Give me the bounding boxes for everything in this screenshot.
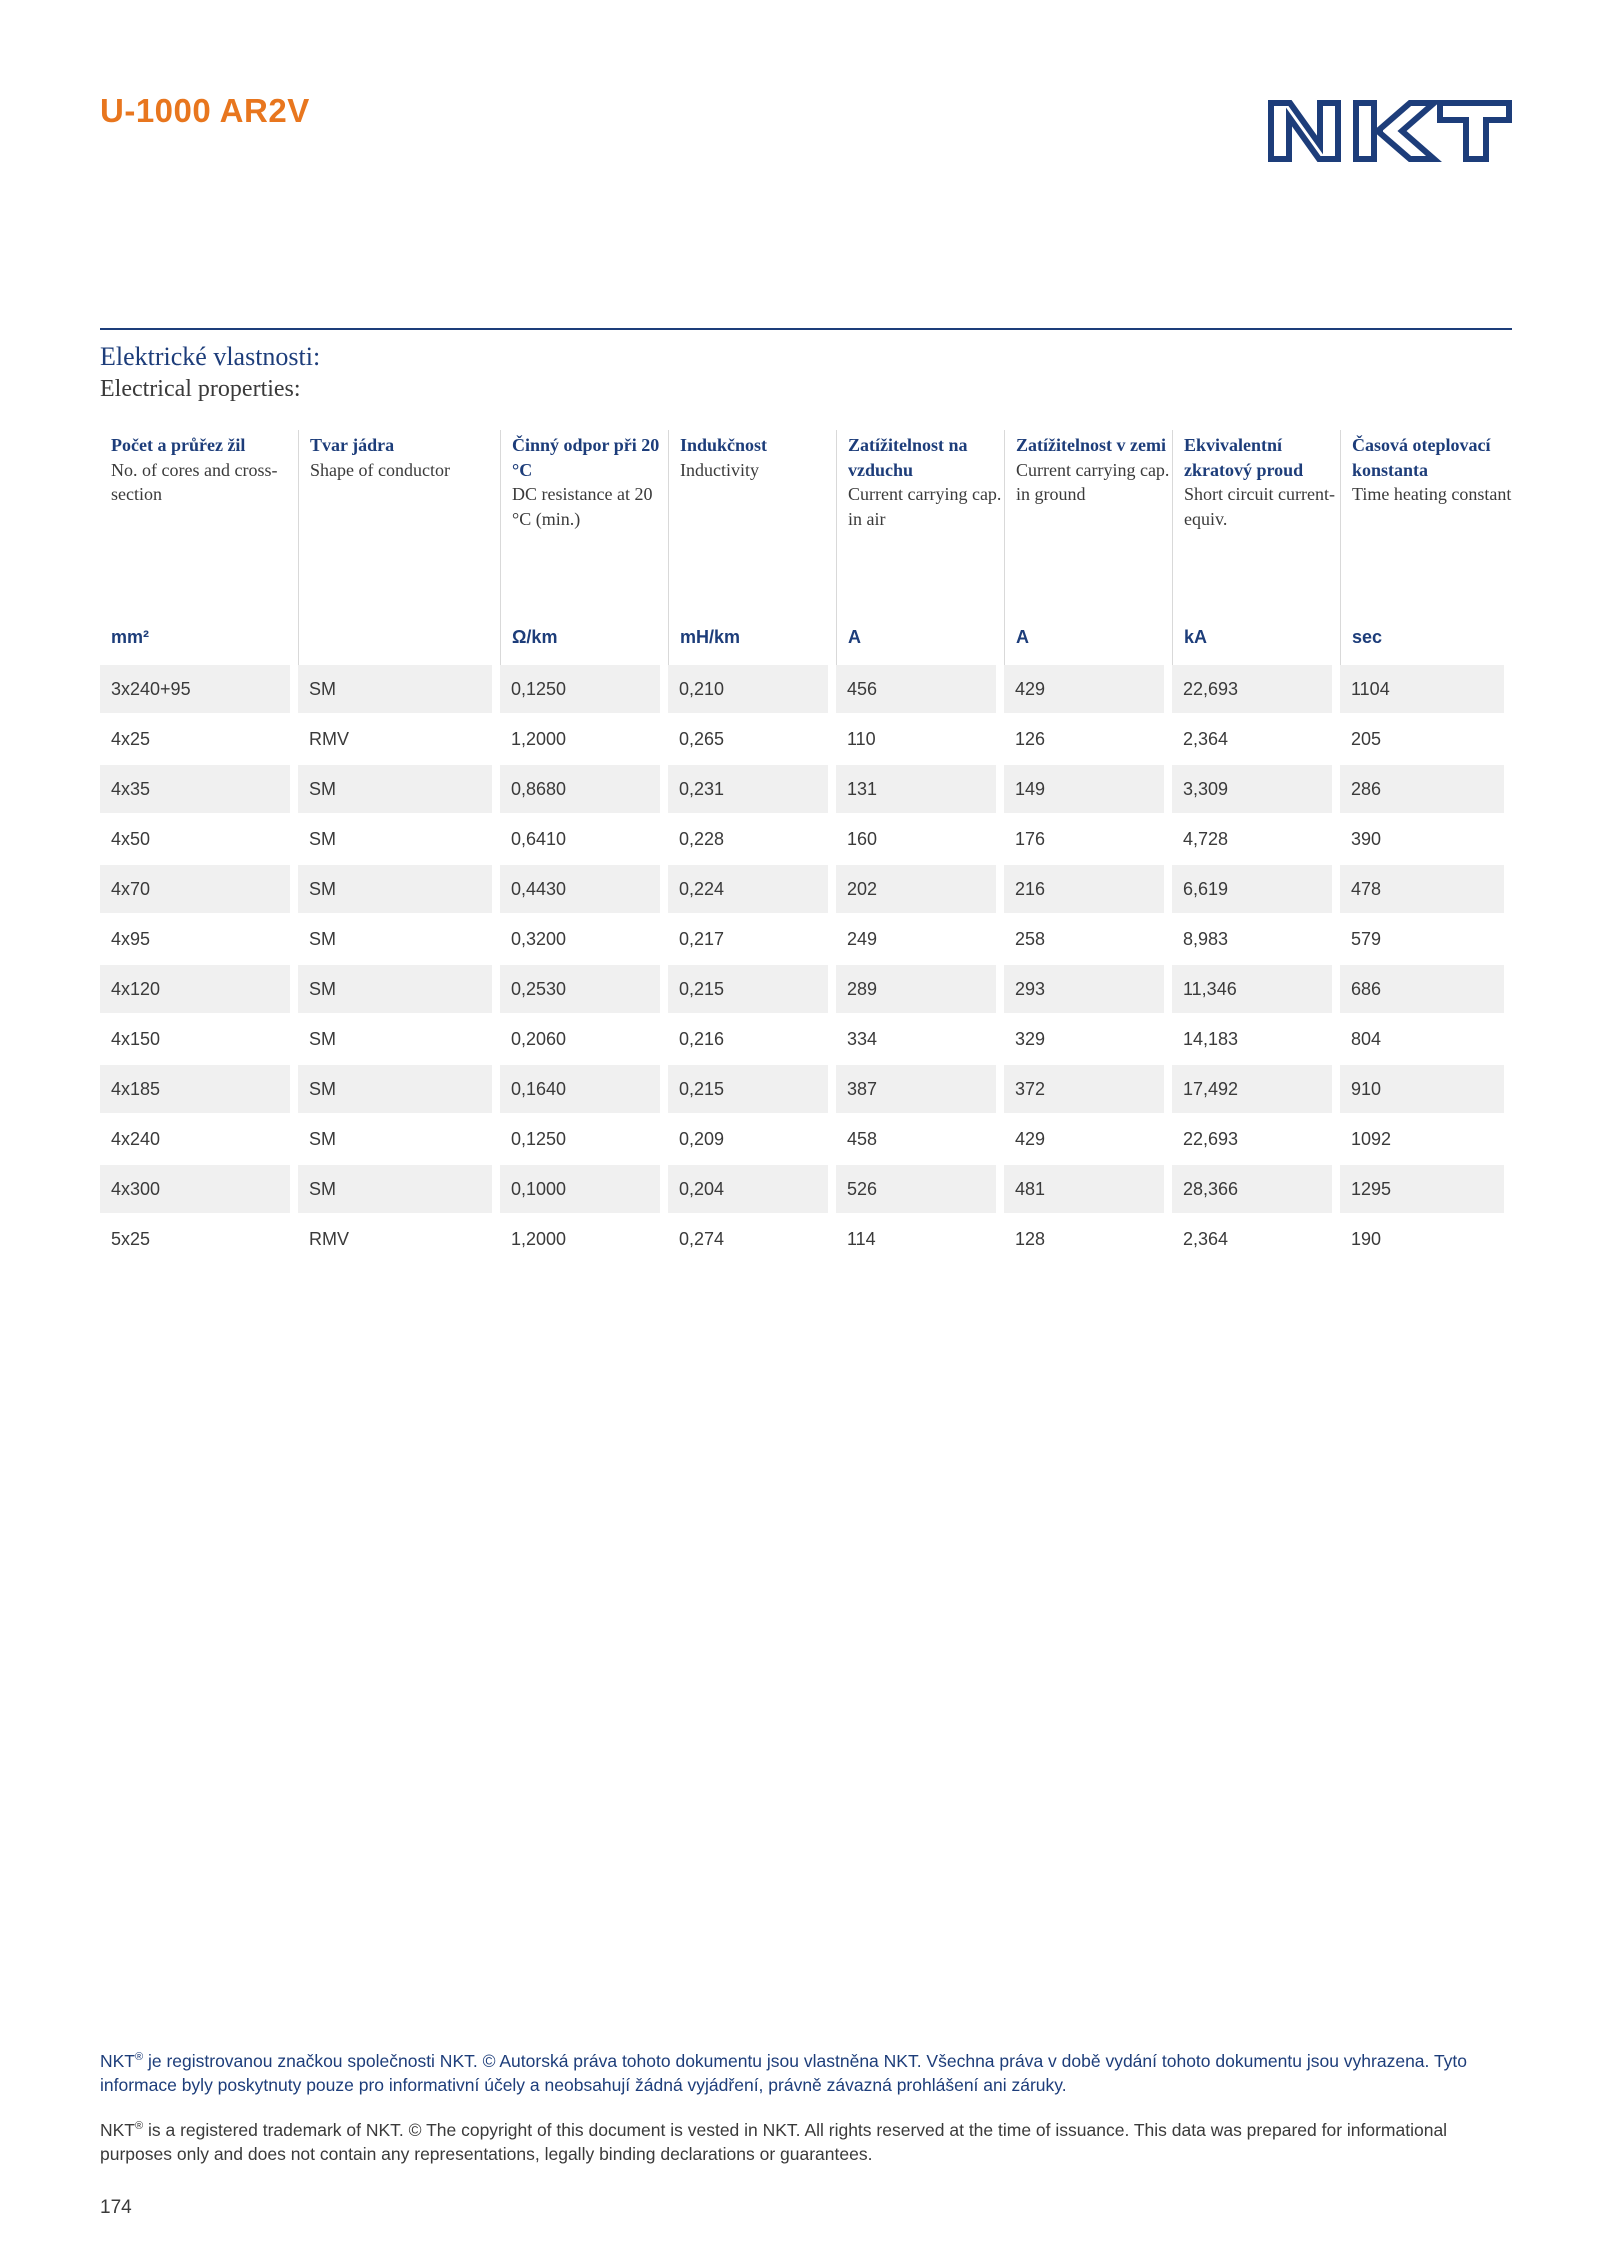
- column-title-en: DC resistance at 20 °C (min.): [512, 484, 653, 529]
- column-header-shape: [298, 430, 500, 665]
- table-cell: 3x240+95: [100, 665, 290, 715]
- table-cell: 910: [1340, 1065, 1504, 1115]
- table-row: [100, 1015, 1512, 1065]
- table-cell: 128: [1004, 1215, 1164, 1265]
- brand-name: NKT: [100, 2050, 135, 2071]
- table-cell: 0,209: [668, 1115, 828, 1165]
- table-cell: 2,364: [1172, 715, 1332, 765]
- table-row: [100, 715, 1512, 765]
- table-cell: 4,728: [1172, 815, 1332, 865]
- section-title-cs: Elektrické vlastnosti:: [100, 342, 321, 371]
- column-header-resistance: [500, 430, 668, 665]
- table-cell: 0,210: [668, 665, 828, 715]
- column-title-en: Inductivity: [680, 459, 759, 480]
- table-cell: 0,2060: [500, 1015, 660, 1065]
- table-row: [100, 665, 1512, 715]
- table-row: [100, 815, 1512, 865]
- table-cell: SM: [298, 1065, 492, 1115]
- table-cell: 372: [1004, 1065, 1164, 1115]
- table-cell: 4x70: [100, 865, 290, 915]
- table-cell: 0,217: [668, 915, 828, 965]
- section-title-en: Electrical properties:: [100, 376, 301, 402]
- table-cell: 22,693: [1172, 1115, 1332, 1165]
- table-cell: 0,6410: [500, 815, 660, 865]
- table-cell: 131: [836, 765, 996, 815]
- legal-notice-cs: [100, 2045, 1512, 2097]
- table-cell: 456: [836, 665, 996, 715]
- table-cell: 804: [1340, 1015, 1504, 1065]
- table-cell: 481: [1004, 1165, 1164, 1215]
- table-row: [100, 765, 1512, 815]
- column-title-en: Short circuit current-equiv.: [1184, 484, 1335, 529]
- column-unit: kA: [1184, 627, 1208, 647]
- table-cell: 289: [836, 965, 996, 1015]
- column-title-cs: Ekvivalentní zkratový proud: [1184, 435, 1304, 480]
- column-title-en: No. of cores and cross-section: [111, 459, 278, 504]
- table-cell: 526: [836, 1165, 996, 1215]
- table-cell: 0,4430: [500, 865, 660, 915]
- section-divider: [100, 328, 1512, 330]
- table-cell: 258: [1004, 915, 1164, 965]
- brand-name: NKT: [100, 2119, 135, 2140]
- table-cell: 4x35: [100, 765, 290, 815]
- electrical-properties-table: [100, 430, 1512, 1265]
- table-cell: 390: [1340, 815, 1504, 865]
- table-cell: RMV: [298, 715, 492, 765]
- registered-mark: ®: [135, 2120, 144, 2132]
- table-cell: 0,215: [668, 1065, 828, 1115]
- column-title-en: Current carrying cap. in ground: [1016, 459, 1170, 504]
- legal-notice-en: [100, 2114, 1512, 2166]
- table-cell: 4x95: [100, 915, 290, 965]
- column-title-cs: Činný odpor při 20 °C: [512, 435, 660, 480]
- table-cell: 2,364: [1172, 1215, 1332, 1265]
- column-header-time-constant: [1340, 430, 1512, 665]
- table-cell: 329: [1004, 1015, 1164, 1065]
- table-cell: 0,228: [668, 815, 828, 865]
- column-unit: mm²: [111, 627, 150, 647]
- table-cell: 0,231: [668, 765, 828, 815]
- table-cell: 0,1250: [500, 665, 660, 715]
- table-cell: 387: [836, 1065, 996, 1115]
- table-cell: 4x185: [100, 1065, 290, 1115]
- table-cell: 1104: [1340, 665, 1504, 715]
- column-title-en: Time heating constant: [1352, 484, 1512, 504]
- table-row: [100, 1065, 1512, 1115]
- column-unit: sec: [1352, 627, 1383, 647]
- column-unit: A: [848, 627, 861, 647]
- column-title-en: Shape of conductor: [310, 459, 450, 480]
- table-cell: 249: [836, 915, 996, 965]
- table-cell: 3,309: [1172, 765, 1332, 815]
- legal-text: je registrovanou značkou společnosti NKT. © Autorská práva tohoto dokumentu jsou vlastněna NKT. Všechna práva v době vydání tohoto dokumentu jsou vyhrazena. Tyto informace byly poskytnuty pouze pro informativní účely a neobsahují žádná vyjádření, právně závazná prohlášení ani záruky.: [100, 2050, 1468, 2095]
- table-cell: SM: [298, 1165, 492, 1215]
- column-header-inductivity: [668, 430, 836, 665]
- table-cell: 579: [1340, 915, 1504, 965]
- table-cell: 5x25: [100, 1215, 290, 1265]
- table-cell: 160: [836, 815, 996, 865]
- table-cell: 4x120: [100, 965, 290, 1015]
- table-cell: 0,224: [668, 865, 828, 915]
- table-cell: 0,2530: [500, 965, 660, 1015]
- table-cell: 4x150: [100, 1015, 290, 1065]
- table-cell: 205: [1340, 715, 1504, 765]
- table-cell: 4x300: [100, 1165, 290, 1215]
- table-cell: 28,366: [1172, 1165, 1332, 1215]
- table-row: [100, 865, 1512, 915]
- table-cell: 216: [1004, 865, 1164, 915]
- column-header-current-ground: [1004, 430, 1172, 665]
- table-cell: 0,265: [668, 715, 828, 765]
- table-cell: SM: [298, 815, 492, 865]
- table-cell: 0,3200: [500, 915, 660, 965]
- table-cell: 429: [1004, 665, 1164, 715]
- column-title-cs: Indukčnost: [680, 435, 768, 455]
- legal-text: is a registered trademark of NKT. © The copyright of this document is vested in NKT. All rights reserved at the time of issuance. This data was prepared for informational purposes only and does not contain any representations, legally binding declarations or guarantees.: [100, 2119, 1448, 2164]
- table-cell: RMV: [298, 1215, 492, 1265]
- table-cell: 0,274: [668, 1215, 828, 1265]
- table-cell: 11,346: [1172, 965, 1332, 1015]
- table-cell: 4x50: [100, 815, 290, 865]
- table-cell: 14,183: [1172, 1015, 1332, 1065]
- table-cell: 110: [836, 715, 996, 765]
- table-cell: 0,204: [668, 1165, 828, 1215]
- column-header-current-air: [836, 430, 1004, 665]
- column-title-cs: Zatížitelnost v zemi: [1016, 435, 1166, 455]
- table-cell: 176: [1004, 815, 1164, 865]
- nkt-logo: [1268, 100, 1512, 162]
- table-row: [100, 915, 1512, 965]
- table-cell: 478: [1340, 865, 1504, 915]
- table-cell: 0,1000: [500, 1165, 660, 1215]
- table-cell: 4x240: [100, 1115, 290, 1165]
- table-cell: 6,619: [1172, 865, 1332, 915]
- table-cell: SM: [298, 915, 492, 965]
- table-cell: 1,2000: [500, 715, 660, 765]
- column-header-short-circuit: [1172, 430, 1340, 665]
- table-cell: 126: [1004, 715, 1164, 765]
- table-cell: 202: [836, 865, 996, 915]
- table-cell: 0,216: [668, 1015, 828, 1065]
- column-header-cores: [100, 430, 298, 665]
- table-cell: 334: [836, 1015, 996, 1065]
- table-cell: SM: [298, 1015, 492, 1065]
- column-title-cs: Časová oteplovací konstanta: [1352, 435, 1491, 480]
- table-cell: 17,492: [1172, 1065, 1332, 1115]
- column-unit: Ω/km: [512, 627, 558, 647]
- table-row: [100, 1165, 1512, 1215]
- table-row: [100, 1215, 1512, 1265]
- column-title-cs: Zatížitelnost na vzduchu: [848, 435, 968, 480]
- column-unit: mH/km: [680, 627, 741, 647]
- table-cell: SM: [298, 865, 492, 915]
- table-cell: 458: [836, 1115, 996, 1165]
- table-cell: SM: [298, 765, 492, 815]
- page-number: 174: [100, 2197, 132, 2218]
- table-cell: 190: [1340, 1215, 1504, 1265]
- page-title: U-1000 AR2V: [100, 92, 310, 129]
- table-cell: 8,983: [1172, 915, 1332, 965]
- table-row: [100, 965, 1512, 1015]
- table-cell: 686: [1340, 965, 1504, 1015]
- table-body: [100, 665, 1512, 1265]
- column-title-en: Current carrying cap. in air: [848, 484, 1002, 529]
- table-cell: SM: [298, 665, 492, 715]
- table-cell: SM: [298, 965, 492, 1015]
- registered-mark: ®: [135, 2051, 144, 2063]
- column-title-cs: Tvar jádra: [310, 435, 395, 455]
- table-cell: 429: [1004, 1115, 1164, 1165]
- column-title-cs: Počet a průřez žil: [111, 435, 246, 455]
- table-cell: 114: [836, 1215, 996, 1265]
- table-cell: 1092: [1340, 1115, 1504, 1165]
- table-cell: 149: [1004, 765, 1164, 815]
- table-cell: 0,215: [668, 965, 828, 1015]
- table-cell: 286: [1340, 765, 1504, 815]
- column-unit: A: [1016, 627, 1029, 647]
- table-cell: 293: [1004, 965, 1164, 1015]
- table-cell: 22,693: [1172, 665, 1332, 715]
- table-cell: 0,1250: [500, 1115, 660, 1165]
- table-cell: 1295: [1340, 1165, 1504, 1215]
- table-row: [100, 1115, 1512, 1165]
- table-cell: 4x25: [100, 715, 290, 765]
- table-cell: 1,2000: [500, 1215, 660, 1265]
- table-cell: 0,1640: [500, 1065, 660, 1115]
- table-header: [100, 430, 1512, 665]
- table-cell: SM: [298, 1115, 492, 1165]
- table-cell: 0,8680: [500, 765, 660, 815]
